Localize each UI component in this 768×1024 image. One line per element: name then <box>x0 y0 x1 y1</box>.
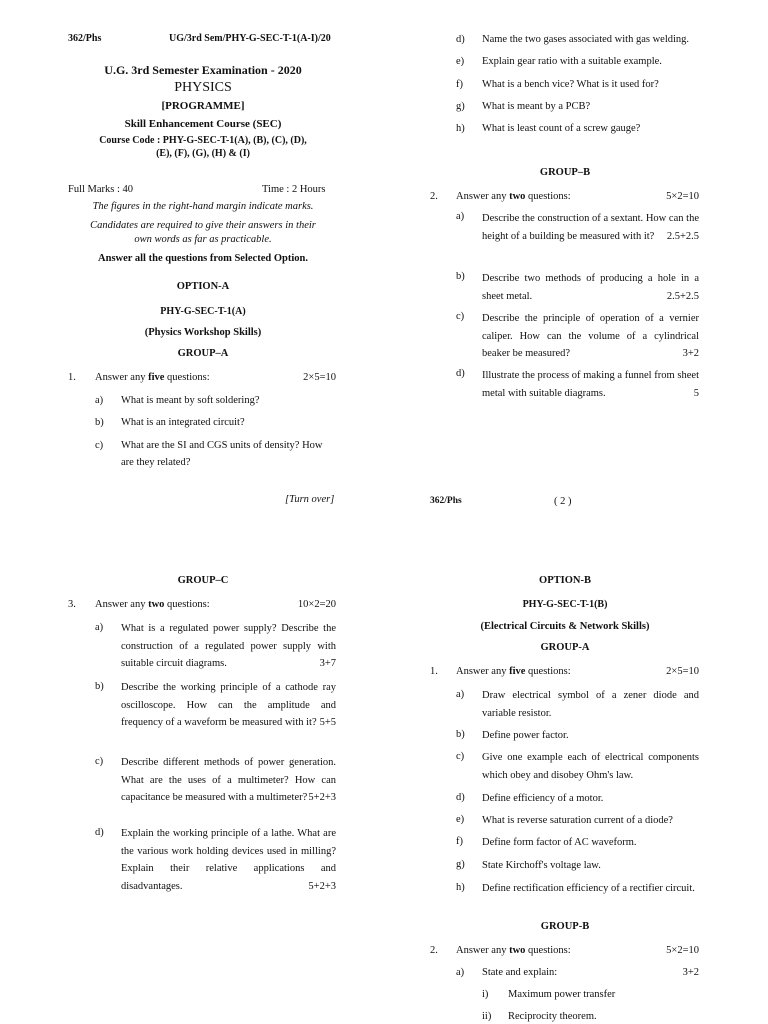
question-instruction: Answer any two questions: <box>456 191 571 202</box>
group-heading: GROUP–C <box>177 575 229 586</box>
instruction: Answer all the questions from Selected Option. <box>98 253 308 264</box>
marks-note: The figures in the right-hand margin indicate marks. <box>92 201 314 212</box>
item-text: Describe different methods of power generation. What are the uses of a multimeter? How can capacitance be measured with a multimeter? 5+2+3 <box>121 757 336 803</box>
item-label: a) <box>95 622 104 633</box>
group-heading: GROUP-B <box>540 921 590 932</box>
header-code: 362/Phs <box>68 33 102 44</box>
paper-title: (Electrical Circuits & Network Skills) <box>480 621 650 632</box>
group-heading: GROUP–B <box>539 167 591 178</box>
item-text: What are the SI and CGS units of density? How <box>121 440 323 451</box>
question-marks: 10×2=20 <box>297 599 336 610</box>
question-marks: 2×5=10 <box>303 372 336 383</box>
item-text: What is a regulated power supply? Describe the construction of a regulated power supply with suitable circuit diagrams. 3+7 <box>121 623 336 669</box>
item-marks: 3+2 <box>682 967 699 978</box>
item-text: Define rectification efficiency of a rectifier circuit. <box>482 883 695 894</box>
page-2 <box>384 0 768 512</box>
paper-title: (Physics Workshop Skills) <box>144 327 262 338</box>
item-label: f) <box>456 836 463 847</box>
item-text: Describe two methods of producing a hole in a sheet metal. 2.5+2.5 <box>482 273 699 302</box>
question-marks: 2×5=10 <box>666 666 699 677</box>
question-number: 1. <box>430 666 438 677</box>
item-label: g) <box>456 101 465 112</box>
question-instruction: Answer any five questions: <box>456 666 571 677</box>
item-text: Explain gear ratio with a suitable example. <box>482 56 662 67</box>
item-label: e) <box>456 814 465 825</box>
item-label: d) <box>95 827 104 838</box>
item-label: e) <box>456 56 465 67</box>
item-text: What is an integrated circuit? <box>121 417 245 428</box>
header-paper-id: UG/3rd Sem/PHY-G-SEC-T-1(A-I)/20 <box>169 33 331 44</box>
item-text-cont: are they related? <box>121 457 191 468</box>
item-label: c) <box>95 440 104 451</box>
item-label: b) <box>95 681 104 692</box>
item-label: d) <box>456 34 465 45</box>
question-marks: 5×2=10 <box>666 191 699 202</box>
item-text: State Kirchoff's voltage law. <box>482 860 601 871</box>
roman-label: ii) <box>482 1011 492 1022</box>
item-label: g) <box>456 859 465 870</box>
question-number: 1. <box>68 372 76 383</box>
item-text: What is meant by soft soldering? <box>121 395 260 406</box>
item-label: c) <box>456 751 465 762</box>
item-label: a) <box>456 211 465 222</box>
item-label: c) <box>456 311 465 322</box>
question-instruction: Answer any two questions: <box>95 599 210 610</box>
item-label: b) <box>456 729 465 740</box>
item-text: What is least count of a screw gauge? <box>482 123 641 134</box>
item-text: Define efficiency of a motor. <box>482 793 604 804</box>
item-label: c) <box>95 756 104 767</box>
course-name: Skill Enhancement Course (SEC) <box>124 118 282 130</box>
item-label: h) <box>456 882 465 893</box>
footer-code: 362/Phs <box>430 496 462 506</box>
item-text: Name the two gases associated with gas welding. <box>482 34 690 45</box>
time-allowed: Time : 2 Hours <box>262 184 326 195</box>
paper-code: PHY-G-SEC-T-1(A) <box>160 306 246 317</box>
course-code-line-2: (E), (F), (G), (H) & (I) <box>156 148 250 159</box>
roman-text: Reciprocity theorem. <box>508 1011 597 1022</box>
page-3 <box>0 512 384 1024</box>
paper-code: PHY-G-SEC-T-1(B) <box>522 599 608 610</box>
group-heading: GROUP–A <box>177 348 229 359</box>
item-text: What is meant by a PCB? <box>482 101 591 112</box>
item-text: Illustrate the process of making a funnel from sheet metal with suitable diagrams. 5 <box>482 370 699 399</box>
exam-title: U.G. 3rd Semester Examination - 2020 <box>104 63 302 77</box>
page-number: ( 2 ) <box>554 496 572 507</box>
roman-label: i) <box>482 989 489 1000</box>
option-heading: OPTION-A <box>176 281 230 292</box>
item-text: Define power factor. <box>482 730 569 741</box>
programme: [PROGRAMME] <box>161 100 245 112</box>
item-label: a) <box>456 689 465 700</box>
option-heading: OPTION-B <box>539 575 591 586</box>
item-label: a) <box>95 395 104 406</box>
turn-over: [Turn over] <box>285 494 335 505</box>
item-label: a) <box>456 967 465 978</box>
group-heading: GROUP-A <box>540 642 590 653</box>
item-label: d) <box>456 368 465 379</box>
question-marks: 5×2=10 <box>666 945 699 956</box>
item-text: Explain the working principle of a lathe. What are the various work holding devices used in milling? Explain their relative applications and disadvantages. 5+2+3 <box>121 828 336 892</box>
page-1 <box>0 0 384 512</box>
question-instruction: Answer any five questions: <box>95 372 210 383</box>
candidates-note-2: own words as far as practicable. <box>134 234 272 245</box>
item-label: b) <box>456 271 465 282</box>
item-text: State and explain: <box>482 967 558 978</box>
item-text: Draw electrical symbol of a zener diode and variable resistor. <box>482 690 699 719</box>
roman-text: Maximum power transfer <box>508 989 616 1000</box>
question-number: 3. <box>68 599 76 610</box>
item-label: h) <box>456 123 465 134</box>
course-code-line-1: Course Code : PHY-G-SEC-T-1(A), (B), (C), (D), <box>99 135 307 146</box>
full-marks: Full Marks : 40 <box>68 184 134 195</box>
question-number: 2. <box>430 191 438 202</box>
item-label: d) <box>456 792 465 803</box>
item-text: Give one example each of electrical components which obey and disobey Ohm's law. <box>482 752 699 781</box>
question-instruction: Answer any two questions: <box>456 945 571 956</box>
candidates-note-1: Candidates are required to give their answers in their <box>90 220 316 231</box>
question-number: 2. <box>430 945 438 956</box>
item-text: Describe the working principle of a cathode ray oscilloscope. How can the amplitude and frequency of a waveform be measured with it? 5+5 <box>121 682 336 728</box>
item-label: f) <box>456 79 463 90</box>
item-text: Describe the principle of operation of a vernier caliper. How can the volume of a cylindrical beaker be measured? 3+2 <box>482 313 699 359</box>
subject-title: PHYSICS <box>174 80 232 95</box>
item-text: What is a bench vice? What is it used for? <box>482 79 659 90</box>
item-text: What is reverse saturation current of a diode? <box>482 815 673 826</box>
page-4 <box>384 512 768 1024</box>
item-label: b) <box>95 417 104 428</box>
item-text: Define form factor of AC waveform. <box>482 837 637 848</box>
item-text: Describe the construction of a sextant. How can the height of a building be measured with it? 2.5+2.5 <box>482 213 699 242</box>
